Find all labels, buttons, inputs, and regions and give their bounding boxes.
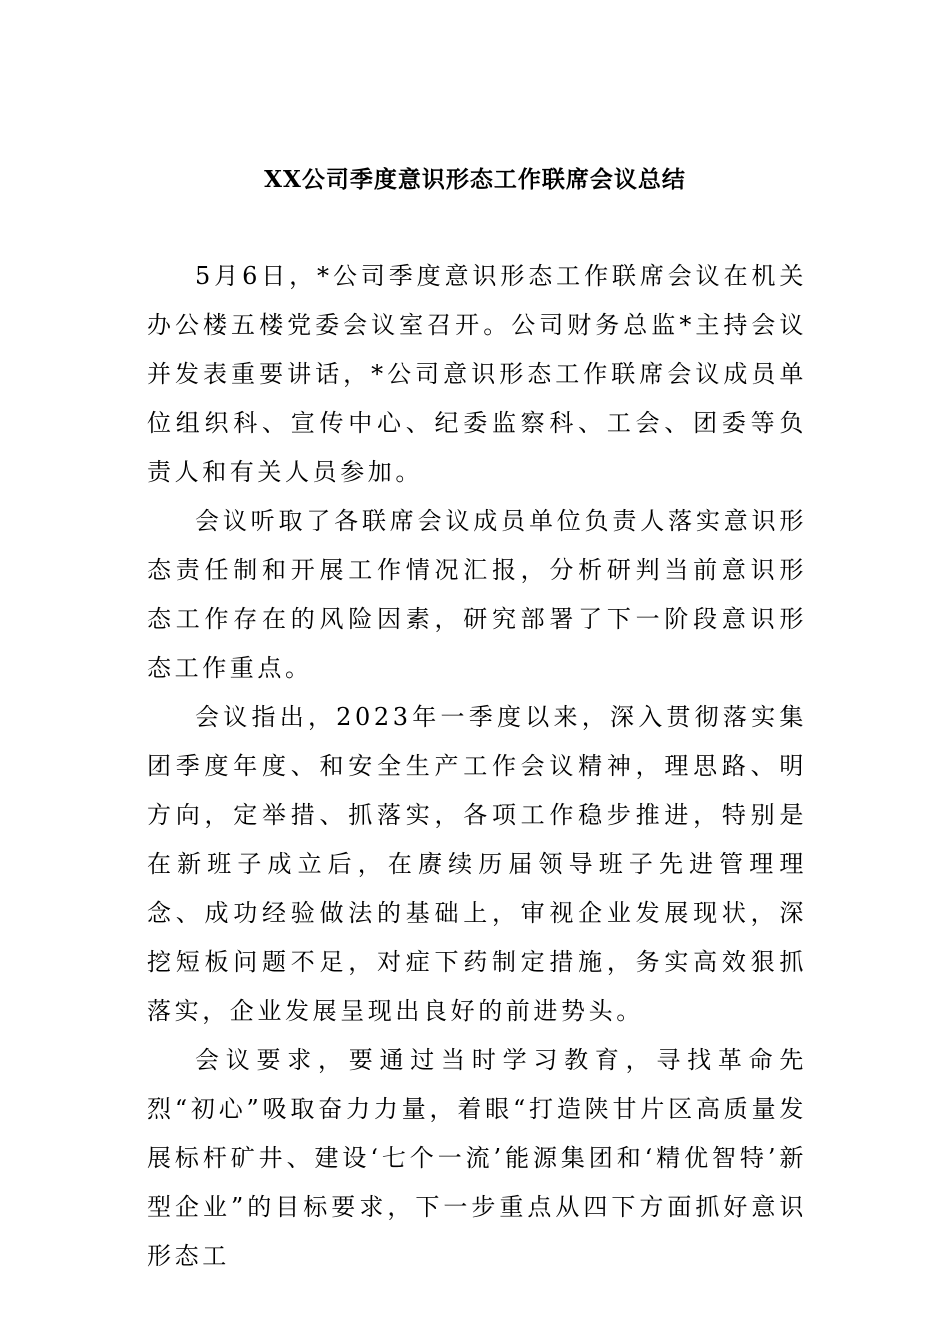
- paragraph-meeting-requirements: 会议要求，要通过当时学习教育，寻找革命先烈“初心”吸取奋力力量，着眼“打造陕甘片区高质量发展标杆矿井、建设‘七个一流’能源集团和‘精优智特’新型企业”的目标要求，下一步重点从四下方面抓好意识形态工: [147, 1046, 807, 1270]
- document-title: XX公司季度意识形态工作联席会议总结: [264, 166, 686, 193]
- paragraph-meeting-agenda: 会议听取了各联席会议成员单位负责人落实意识形态责任制和开展工作情况汇报，分析研判当前意识形态工作存在的风险因素，研究部署了下一阶段意识形态工作重点。: [147, 507, 807, 682]
- document-body: [147, 252, 807, 1281]
- paragraph-meeting-info: 5月6日，*公司季度意识形态工作联席会议在机关办公楼五楼党委会议室召开。公司财务总监*主持会议并发表重要讲话，*公司意识形态工作联席会议成员单位组织科、宣传中心、纪委监察科、工会、团委等负责人和有关人员参加。: [147, 262, 807, 486]
- paragraph-meeting-review: 会议指出，2023年一季度以来，深入贯彻落实集团季度年度、和安全生产工作会议精神，理思路、明方向，定举措、抓落实，各项工作稳步推进，特别是在新班子成立后，在赓续历届领导班子先进管理理念、成功经验做法的基础上，审视企业发展现状，深挖短板问题不足，对症下药制定措施，务实高效狠抓落实，企业发展呈现出良好的前进势头。: [147, 703, 807, 1025]
